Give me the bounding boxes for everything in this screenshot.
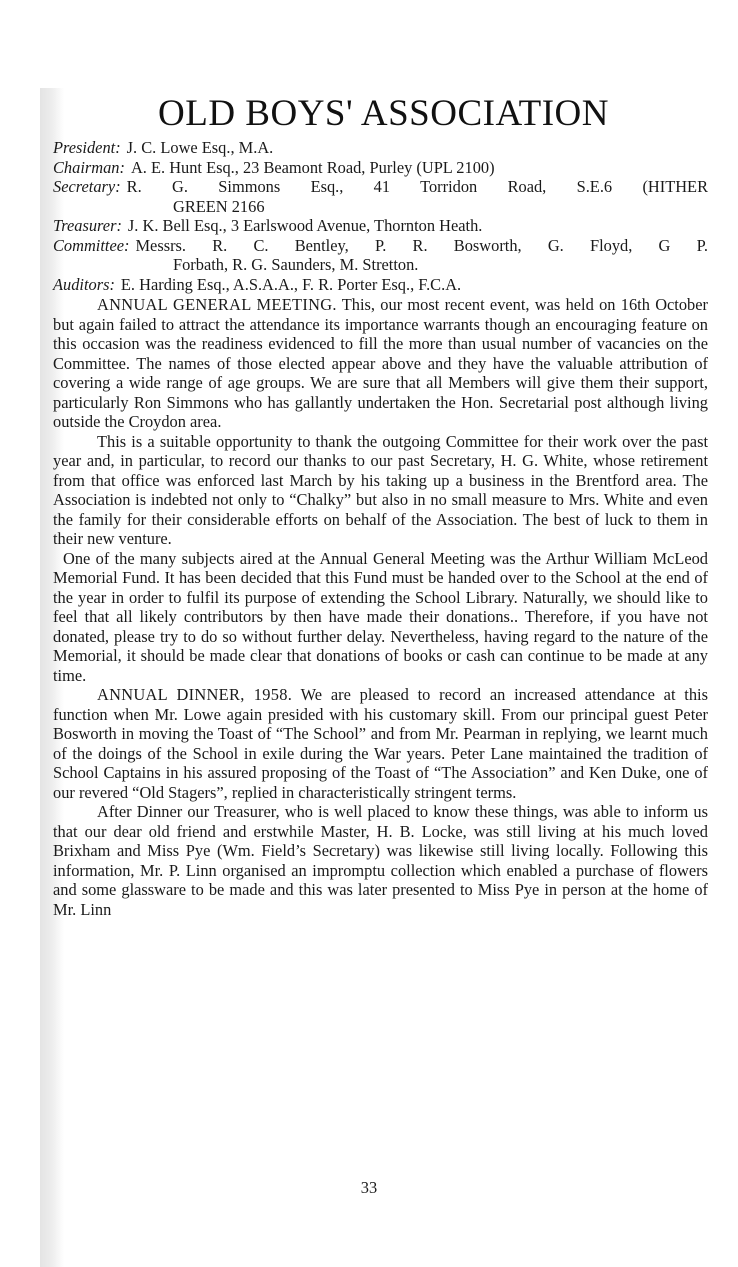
paragraph-after-dinner <box>53 802 708 919</box>
paragraph-text: This is a suitable opportunity to thank the outgoing Committee for their work over the past year and, in particular, to record our thanks to our past Secretary, H. G. White, whose retirement from that office was enforced last March by his taking up a business in the Brentford area. The Association is indebted not only to “Chalky” but also in no small measure to Mrs. White and even the family for their considerable efforts on behalf of the Association. The best of luck to them in their new venture. <box>53 431 708 548</box>
article-body <box>53 295 708 919</box>
paragraph-memorial-fund <box>53 549 708 686</box>
section-heading-dinner: ANNUAL DINNER, 1958. <box>97 685 293 704</box>
officer-role: Committee: <box>53 235 130 255</box>
officer-value: R. G. Simmons Esq., 41 Torridon Road, S.E.6 (HITHER <box>126 177 708 196</box>
officer-value: Messrs. R. C. Bentley, P. R. Bosworth, G. Floyd, G P. <box>135 235 708 255</box>
page-title: OLD BOYS' ASSOCIATION <box>158 93 609 134</box>
officer-secretary-continuation: GREEN 2166 <box>173 196 265 216</box>
paragraph-text: One of the many subjects aired at the Annual General Meeting was the Arthur William McLeod Memorial Fund. It has been decided that this Fund must be handed over to the School at the end of the year in order to fulfil its purpose of extending the School Library. Naturally, we should like to feel that all likely contributors by then have made their donations.. Therefore, if you have not donated, please try to do so without further delay. Nevertheless, having regard to the nature of the Memorial, it should be made clear that donations of books or cash can continue to be made at any time. <box>53 548 708 685</box>
paragraph-text: We are pleased to record an increased attendance at this function when Mr. Lowe again presided with his customary skill. From our principal guest Peter Bosworth in moving the Toast of “The School” and from Mr. Pearman in replying, we learnt much of the doings of the School in exile during the War years. Peter Lane maintained the tradition of School Captains in his assured proposing of the Toast of “The Association” and Ken Duke, one of our revered “Old Stagers”, replied in characteristically stringent terms. <box>53 685 708 802</box>
officer-role: Chairman: <box>53 157 125 177</box>
paragraph-annual-dinner <box>53 685 708 802</box>
officer-role: President: <box>53 138 121 157</box>
paragraph-thanks <box>53 432 708 549</box>
officer-chairman <box>53 158 708 178</box>
officer-treasurer <box>53 216 708 236</box>
paragraph-text: After Dinner our Treasurer, who is well placed to know these things, was able to inform us that our dear old friend and erstwhile Master, H. B. Locke, was still living at his much loved Brixham and Miss Pye (Wm. Field’s Secretary) was likewise still living locally. Following this information, Mr. P. Linn organised an impromptu collection which enabled a purchase of flowers and some glassware to be made and this was later presented to Miss Pye in person at the home of Mr. Linn <box>53 802 708 919</box>
officer-value: J. K. Bell Esq., 3 Earlswood Avenue, Thornton Heath. <box>127 216 483 235</box>
page-number: 33 <box>360 1178 378 1197</box>
officer-committee-continuation: Forbath, R. G. Saunders, M. Stretton. <box>173 255 419 274</box>
officer-role: Auditors: <box>53 274 115 294</box>
paragraph-text: This, our most recent event, was held on 16th October but again failed to attract the attendance its importance warrants though an encouraging feature on this occasion was the readiness evidenced to fill the more than usual number of vacancies on the Committee. The names of those elected appear above and they have the valuable attribution of covering a wide range of age groups. We are sure that all Members will give them their support, particularly Ron Simmons who has gallantly undertaken the Hon. Secretarial post although living outside the Croydon area. <box>53 295 708 431</box>
officer-secretary <box>53 177 708 197</box>
officer-president <box>53 138 708 158</box>
paragraph-agm <box>53 295 708 432</box>
officer-role: Secretary: <box>53 177 121 196</box>
officers-list <box>53 138 708 294</box>
section-heading-agm: ANNUAL GENERAL MEETING. <box>97 295 337 314</box>
officer-auditors <box>53 275 708 295</box>
officer-role: Treasurer: <box>53 216 122 235</box>
officer-value: A. E. Hunt Esq., 23 Beamont Road, Purley (UPL 2100) <box>130 157 495 177</box>
document-page <box>53 92 708 919</box>
officer-value: E. Harding Esq., A.S.A.A., F. R. Porter Esq., F.C.A. <box>120 274 462 294</box>
officer-value: J. C. Lowe Esq., M.A. <box>126 138 274 157</box>
officer-committee <box>53 236 708 256</box>
